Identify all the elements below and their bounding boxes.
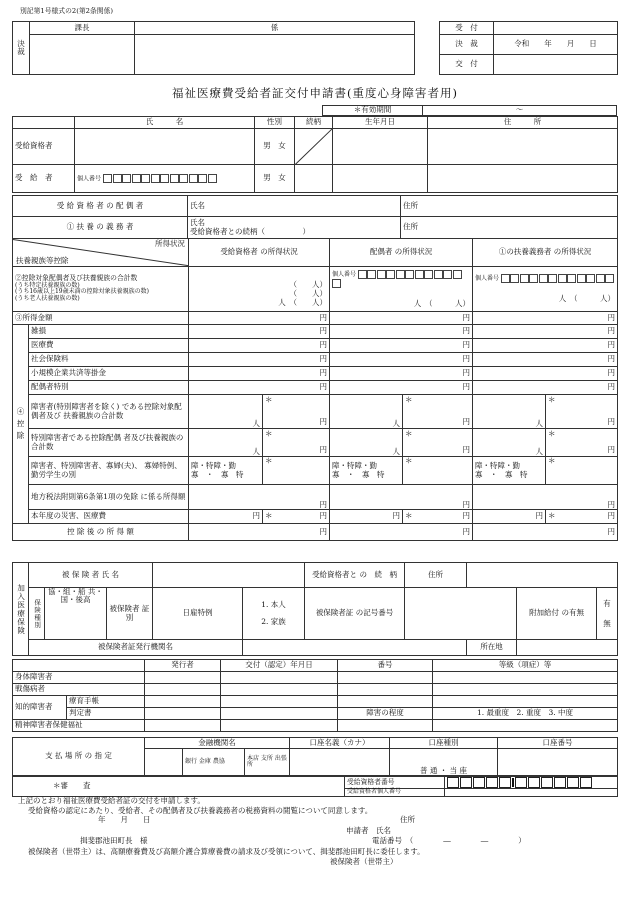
wounded-issuer[interactable] [145,684,221,696]
after-eligible[interactable]: 円 [189,524,330,541]
smallbiz-spouse[interactable]: 円 [330,367,473,381]
zasson-eligible[interactable]: 円 [189,325,330,339]
row-small-business: 小規模企業共済等掛金 [29,367,189,381]
benefit-label: 附加給付 の有無 [517,588,597,640]
row-recipient-label: 受 給 者 [13,165,75,193]
payment-table [12,737,618,776]
disability-type-eligible-star[interactable]: ＊ [263,457,330,485]
issuer-field[interactable] [243,640,467,656]
declaration-phone[interactable]: 電話番号 （ ― ― ） [372,836,526,845]
mental-date[interactable] [221,720,338,732]
spouse-label: 受 給 資 格 者 の 配 偶 者 [13,196,188,217]
symbol-number-field[interactable] [405,588,517,640]
row-wounded: 戦傷病者 [13,684,145,696]
income-corner: 所得状況 扶養親族等控除 [13,239,189,267]
degree-label: 障害の程度 [338,708,433,720]
spouse-name-field[interactable]: 氏名 [188,196,401,217]
account-number-label: 口座番号 [498,738,618,749]
location-field[interactable] [517,640,618,656]
col-number: 番号 [338,660,433,672]
insured-name-label: 被 保 険 者 氏 名 [29,563,153,588]
disabled-count-supporter[interactable]: 人 [473,395,546,429]
special-amount-eligible[interactable]: ＊ 円 [263,429,330,457]
daily-special-option[interactable]: 日雇特例 [153,588,243,640]
issuer-label: 被保険者証発行機関名 [29,640,243,656]
spouse-dependents-field[interactable]: 個人番号 人 （ 人） [330,267,473,312]
disability-type-supporter-star[interactable]: ＊ [546,457,618,485]
eligible-dependents-field[interactable]: （ 人） （ 人） 人 （ 人） [189,267,330,312]
social-spouse[interactable]: 円 [330,353,473,367]
localtax-eligible[interactable]: 円 [189,485,330,510]
row-mental: 精神障害者保健福祉 [13,720,145,732]
zasson-supporter[interactable]: 円 [473,325,618,339]
period-field[interactable]: ～ [423,106,617,116]
declaration-mayor: 揖斐郡池田町長 様 [80,836,148,845]
form-title: 福祉医療費受給者証交付申請書(重度心身障害者用) [172,86,458,100]
mental-issuer[interactable] [145,720,221,732]
recipient-address-field[interactable] [428,165,618,193]
mynumber-label: 個人番号 [77,175,102,183]
medical-supporter[interactable]: 円 [473,339,618,353]
row-eligible-label: 受給資格者 [13,129,75,165]
disability-type-spouse[interactable]: 障・特障・勤 寡 ・ 寡 特 [330,457,403,485]
symbol-number-label: 被保険者証 の記号番号 [305,588,405,640]
mental-number[interactable] [338,720,433,732]
declaration-line3: 被保険者（世帯主）は、高額療養費及び高額介護合算療養費の請求及び受領について、揖斐郡池田町長に委任します。 [28,847,425,856]
ryoiku-grade[interactable] [433,696,618,708]
mynumber-boxes[interactable] [103,173,217,182]
recipient-sex-select[interactable]: 男 女 [255,165,295,193]
recipient-number-label: 受給資格者番号 [345,777,445,789]
spousespecial-supporter[interactable]: 円 [473,381,618,395]
supporter-name-field[interactable]: 氏名 受給資格者との続柄（ ） [188,217,401,239]
disabled-amount-supporter[interactable]: ＊ 円 [546,395,618,429]
col-relation: 続柄 [295,117,333,129]
social-supporter[interactable]: 円 [473,353,618,367]
kakari-label: 係 [135,22,415,35]
row-spouse-special: 配偶者特別 [29,381,189,395]
form-reference: 別記第1号様式の2(第2条関係) [20,7,114,15]
kacho-stamp-field[interactable] [30,35,135,75]
period-label: ＊有効期間 [323,106,423,116]
row-income-label: ③所得金額 [13,312,189,325]
kessai-date-field[interactable]: 令和 年 月 日 [494,35,618,55]
ryoiku-date[interactable] [221,696,338,708]
special-amount-supporter[interactable]: ＊ 円 [546,429,618,457]
ryoiku-issuer[interactable] [145,696,221,708]
insured-address-field[interactable] [467,563,618,588]
disaster-supporter[interactable]: 円 [473,510,546,524]
disaster-spouse-star[interactable]: ＊ 円 [403,510,473,524]
insured-class-label: 被保険者 証 別 [107,588,153,640]
kofu-field[interactable] [494,55,618,75]
degree-select[interactable]: 1. 最重度 2. 重度 3. 中度 [433,708,618,720]
medical-eligible[interactable]: 円 [189,339,330,353]
disaster-eligible[interactable]: 円 [189,510,263,524]
supporter-address-field[interactable]: 住所 [401,217,618,239]
ryoiku-number[interactable] [338,696,433,708]
account-type-select[interactable]: 普 通 ・ 当 座 [390,749,498,776]
insured-name-field[interactable] [153,563,305,588]
medical-spouse[interactable]: 円 [330,339,473,353]
recipient-number-field[interactable] [445,777,618,789]
insurance-type-select[interactable]: 協・組・船 共・国・後高 [45,588,107,640]
validity-period [322,105,617,116]
wounded-date[interactable] [221,684,338,696]
eligible-name-field[interactable] [75,129,255,165]
declaration-address[interactable]: 住所 [400,815,415,824]
kofu-label: 交 付 [440,55,494,75]
certificate-table [12,659,618,732]
disability-type-spouse-star[interactable]: ＊ [403,457,473,485]
self-family-select[interactable]: 1. 本人 2. 家族 [243,588,305,640]
payment-label: 支 払 場 所 の 指 定 [13,738,145,776]
zasson-spouse[interactable]: 円 [330,325,473,339]
row-physical: 身体障害者 [13,672,145,684]
special-count-spouse[interactable]: 人 [330,429,403,457]
declaration-insured[interactable]: 被保険者（世帯主） [330,857,398,866]
row-social-insurance: 社会保険料 [29,353,189,367]
recipient-mynumber-label: 受給資格者個人番号 [345,789,445,797]
ryoiku-label: 療育手帳 [67,696,145,708]
declaration-line1: 上記のとおり福祉医療費受給者証の交付を申請します。 [18,796,205,805]
eligible-income-field[interactable]: 円 [189,312,330,325]
col-name: 氏 名 [75,117,255,129]
kakari-stamp-field[interactable] [135,35,415,75]
branch-type-select[interactable]: 本店 支所 出張所 [245,749,290,776]
row-disabled-count: 障害者(特別障害者を除く) である控除対象配偶者及び 扶養親族の合計数 [29,395,189,429]
account-type-label: 口座種別 [390,738,498,749]
uketsuke-label: 受 付 [440,22,494,35]
smallbiz-supporter[interactable]: 円 [473,367,618,381]
row-local-tax: 地方税法附則第6条第1項の免除 に係る所得額 [29,485,189,510]
spouse-income-field[interactable]: 円 [330,312,473,325]
declaration-applicant[interactable]: 申請者 氏名 [346,826,391,835]
localtax-supporter[interactable]: 円 [473,485,618,510]
eligible-relation-blank [295,129,333,165]
col-address: 住 所 [428,117,618,129]
col-spouse-income: 配偶者 の所得状況 [330,239,473,267]
applicant-table [12,116,618,193]
supporter-income-field[interactable]: 円 [473,312,618,325]
special-count-supporter[interactable]: 人 [473,429,546,457]
row-disaster: 本年度の災害、医療費 [29,510,189,524]
physical-number[interactable] [338,672,433,684]
uketsuke-field[interactable] [494,22,618,35]
spouse-supporter-table [12,195,618,239]
spouse-address-field[interactable]: 住所 [401,196,618,217]
row-special-disabled-count: 特別障害者である控除配偶 者及び扶養親族の合計数 [29,429,189,457]
insurance-side-label: 加入医療保険 [13,563,29,656]
kessai-side-label: 決 裁 [13,22,30,75]
supporter-mynumber-boxes[interactable] [501,275,615,282]
col-issue-date: 交付（認定）年月日 [221,660,338,672]
row-zasson: 雑損 [29,325,189,339]
supporter-label: ① 扶 養 の 義 務 者 [13,217,188,239]
col-supporter-income: ①の扶養義務者 の所得状況 [473,239,618,267]
eligible-sex-select[interactable]: 男 女 [255,129,295,165]
disabled-count-spouse[interactable]: 人 [330,395,403,429]
hantei-label: 判定書 [67,708,145,720]
disabled-amount-spouse[interactable]: ＊ 円 [403,395,473,429]
declaration-date[interactable]: 年 月 日 [98,815,151,824]
recipient-relation-field[interactable] [295,165,333,193]
account-name-field[interactable] [290,749,390,776]
account-name-label: 口座名義（カナ） [290,738,390,749]
disaster-spouse[interactable]: 円 [330,510,403,524]
approval-table [12,21,618,75]
disabled-amount-eligible[interactable]: ＊ 円 [263,395,330,429]
recipient-dob-field[interactable] [333,165,428,193]
disaster-eligible-star[interactable]: ＊ 円 [263,510,330,524]
wounded-grade[interactable] [433,684,618,696]
wounded-number[interactable] [338,684,433,696]
social-eligible[interactable]: 円 [189,353,330,367]
after-spouse[interactable]: 円 [330,524,473,541]
deduction-side-label: ④ 控 除 [13,325,29,524]
bank-type-select[interactable]: 銀行 金庫 農協 [183,749,245,776]
physical-issuer[interactable] [145,672,221,684]
eligible-dob-field[interactable] [333,129,428,165]
declaration-line2: 受給資格の認定にあたり、受給者、その配偶者及び扶養義務者の税務資料の閲覧について同意します。 [28,806,373,815]
physical-date[interactable] [221,672,338,684]
row-intellectual: 知的障害者 [13,696,67,720]
localtax-spouse[interactable]: 円 [330,485,473,510]
physical-grade[interactable] [433,672,618,684]
row-income-after: 控 除 後 の 所 得 額 [13,524,189,541]
insurance-table [12,562,618,656]
col-sex: 性別 [255,117,295,129]
recipient-mynumber-field[interactable] [75,165,255,193]
eligible-address-field[interactable] [428,129,618,165]
account-number-field[interactable] [498,749,618,776]
col-issuer: 発行者 [145,660,221,672]
disabled-count-eligible[interactable]: 人 [189,395,263,429]
bank-name-field[interactable] [145,749,183,776]
bank-col-label: 金融機関名 [145,738,290,749]
kacho-label: 課長 [30,22,135,35]
review-label: ＊審 査 [13,777,345,797]
insured-relation-label: 受給資格者と の 続 柄 [305,563,405,588]
income-table [12,238,618,541]
recipient-mynumber-field[interactable] [445,789,618,797]
insured-address-label: 住所 [405,563,467,588]
mental-grade[interactable] [433,720,618,732]
col-grade: 等級（項症）等 [433,660,618,672]
disability-type-eligible[interactable]: 障・特障・勤 寡 ・ 寡 特 [189,457,263,485]
spousespecial-spouse[interactable]: 円 [330,381,473,395]
after-supporter[interactable]: 円 [473,524,618,541]
kessai-label: 決 裁 [440,35,494,55]
col-eligible-income: 受給資格者 の所得状況 [189,239,330,267]
spousespecial-eligible[interactable]: 円 [189,381,330,395]
row-disability-type: 障害者、特別障害者、寡婦(夫)、 寡婦特例、勤労学生の別 [29,457,189,485]
benefit-select[interactable]: 有 無 [597,588,618,640]
smallbiz-eligible[interactable]: 円 [189,367,330,381]
row-dependents-label: ②控除対象配偶者及び扶養親族の合計数 (うち特定扶養親族の数) (うち16歳以上19歳未満の控除対象扶養親族の数) (うち老人扶養親族の数) [13,267,189,312]
insurance-type-label: 保険種別 [29,588,45,640]
hantei-date[interactable] [221,708,338,720]
hantei-issuer[interactable] [145,708,221,720]
disaster-supporter-star[interactable]: ＊ 円 [546,510,618,524]
special-count-eligible[interactable]: 人 [189,429,263,457]
location-label: 所在地 [467,640,517,656]
disability-type-supporter[interactable]: 障・特障・勤 寡 ・ 寡 特 [473,457,546,485]
special-amount-spouse[interactable]: ＊ 円 [403,429,473,457]
row-medical: 医療費 [29,339,189,353]
review-table [12,776,618,797]
col-dob: 生年月日 [333,117,428,129]
supporter-dependents-field[interactable]: 個人番号 人 （ 人） [473,267,618,312]
